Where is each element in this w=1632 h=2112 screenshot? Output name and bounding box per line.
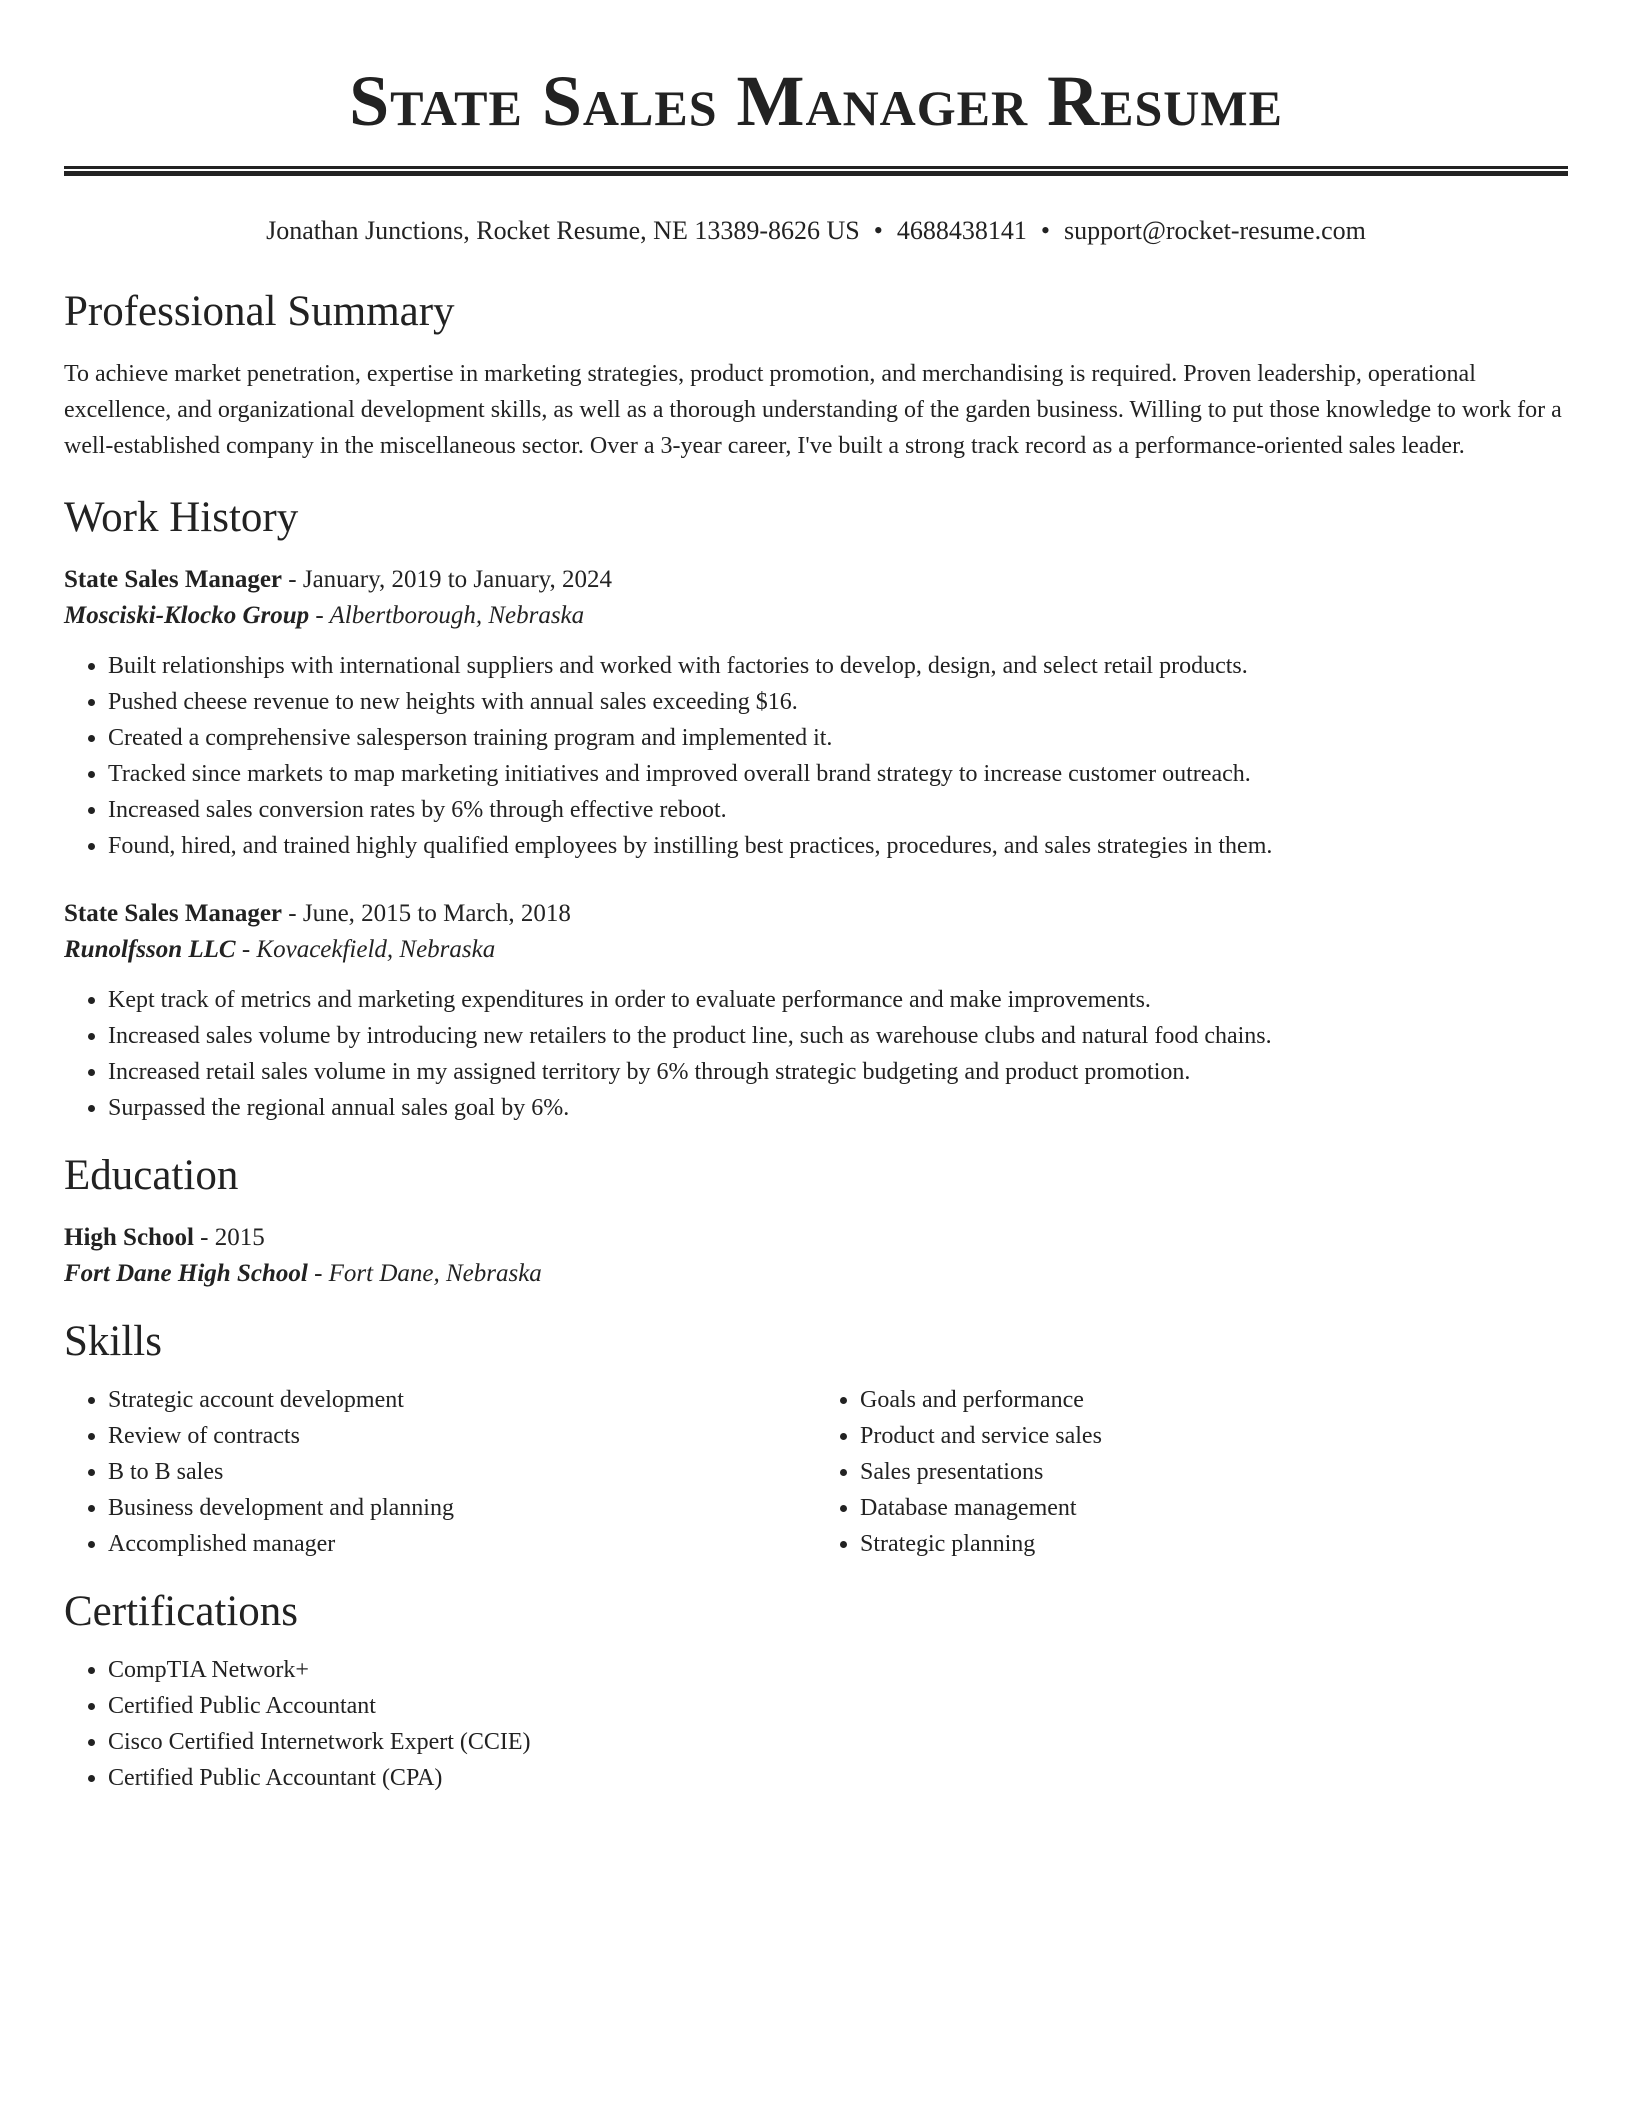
job-bullet: • Built relationships with international suppliers and worked with factories to develop, design, and select retail products. [108, 648, 1568, 684]
education-degree-line [64, 1220, 1568, 1256]
contact-separator: • [1040, 216, 1050, 245]
job-entry [64, 562, 1568, 864]
job-bullet: • Tracked since markets to map marketing initiatives and improved overall brand strategy to increase customer outreach. [108, 756, 1568, 792]
contact-phone: 4688438141 [896, 216, 1027, 245]
skill-item: • Strategic planning [860, 1526, 1568, 1562]
skills-heading: Skills [64, 1318, 162, 1365]
summary-heading: Professional Summary [64, 288, 455, 335]
job-company-line [64, 932, 1568, 968]
job-bullet: • Created a comprehensive salesperson training program and implemented it. [108, 720, 1568, 756]
skill-item: • Sales presentations [860, 1454, 1568, 1490]
job-dates: - January, 2019 to January, 2024 [282, 566, 613, 593]
skills-list-right [816, 1382, 1568, 1562]
job-bullet: • Increased retail sales volume in my assigned territory by 6% through strategic budgeting and product promotion. [108, 1054, 1568, 1090]
job-bullets [64, 982, 1568, 1126]
title-divider [64, 166, 1568, 176]
resume-title: State Sales Manager Resume [349, 61, 1283, 141]
job-company-line [64, 598, 1568, 634]
skills-list-left [64, 1382, 816, 1562]
education-location: - Fort Dane, Nebraska [307, 1260, 542, 1287]
education-school: Fort Dane High School [64, 1260, 308, 1287]
job-title-line [64, 896, 1568, 932]
skill-item: • Goals and performance [860, 1382, 1568, 1418]
job-title-line [64, 562, 1568, 598]
job-bullet: • Surpassed the regional annual sales goal by 6%. [108, 1090, 1568, 1126]
skill-item: • Product and service sales [860, 1418, 1568, 1454]
job-bullet: • Found, hired, and trained highly qualified employees by instilling best practices, procedures, and sales strategies in them. [108, 828, 1568, 864]
certification-item: • Cisco Certified Internetwork Expert (CCIE) [108, 1724, 1568, 1760]
job-bullet: • Kept track of metrics and marketing expenditures in order to evaluate performance and make improvements. [108, 982, 1568, 1018]
job-location: - Albertborough, Nebraska [309, 602, 585, 629]
contact-separator: • [873, 216, 883, 245]
education-school-line [64, 1256, 1568, 1292]
work-history-heading: Work History [64, 494, 299, 541]
certification-item: • CompTIA Network+ [108, 1652, 1568, 1688]
job-entry [64, 896, 1568, 1126]
job-bullet: • Increased sales volume by introducing new retailers to the product line, such as warehouse clubs and natural food chains. [108, 1018, 1568, 1054]
skill-item: • B to B sales [108, 1454, 816, 1490]
certifications-list [64, 1652, 1568, 1796]
education-entry [64, 1220, 1568, 1292]
education-degree: High School [64, 1224, 194, 1251]
job-title: State Sales Manager [64, 900, 283, 927]
education-year: - 2015 [193, 1224, 265, 1251]
skills-grid [64, 1382, 1568, 1562]
certification-item: • Certified Public Accountant [108, 1688, 1568, 1724]
contact-address: Jonathan Junctions, Rocket Resume, NE 13389-8626 US [266, 216, 860, 245]
job-dates: - June, 2015 to March, 2018 [282, 900, 571, 927]
job-company: Runolfsson LLC [64, 936, 236, 963]
job-bullet: • Increased sales conversion rates by 6% through effective reboot. [108, 792, 1568, 828]
contact-line [64, 214, 1568, 248]
skill-item: • Database management [860, 1490, 1568, 1526]
skill-item: • Accomplished manager [108, 1526, 816, 1562]
job-bullet: • Pushed cheese revenue to new heights with annual sales exceeding $16. [108, 684, 1568, 720]
contact-email: support@rocket-resume.com [1063, 216, 1366, 245]
job-company: Mosciski-Klocko Group [64, 602, 310, 629]
summary-text: To achieve market penetration, expertise in marketing strategies, product promotion, and merchandising is required. Proven leadership, operational excellence, and organizational development skills, as well as a thorough understanding of the garden business. Willing to put those knowledge to work for a well-established company in the miscellaneous sector. Over a 3-year career, I've built a strong track record as a performance-oriented sales leader. [64, 361, 1562, 459]
job-location: - Kovacekfield, Nebraska [235, 936, 496, 963]
certifications-heading: Certifications [64, 1588, 299, 1635]
skill-item: • Business development and planning [108, 1490, 816, 1526]
job-bullets [64, 648, 1568, 864]
job-title: State Sales Manager [64, 566, 283, 593]
education-heading: Education [64, 1152, 239, 1199]
certification-item: • Certified Public Accountant (CPA) [108, 1760, 1568, 1796]
skill-item: • Review of contracts [108, 1418, 816, 1454]
skill-item: • Strategic account development [108, 1382, 816, 1418]
